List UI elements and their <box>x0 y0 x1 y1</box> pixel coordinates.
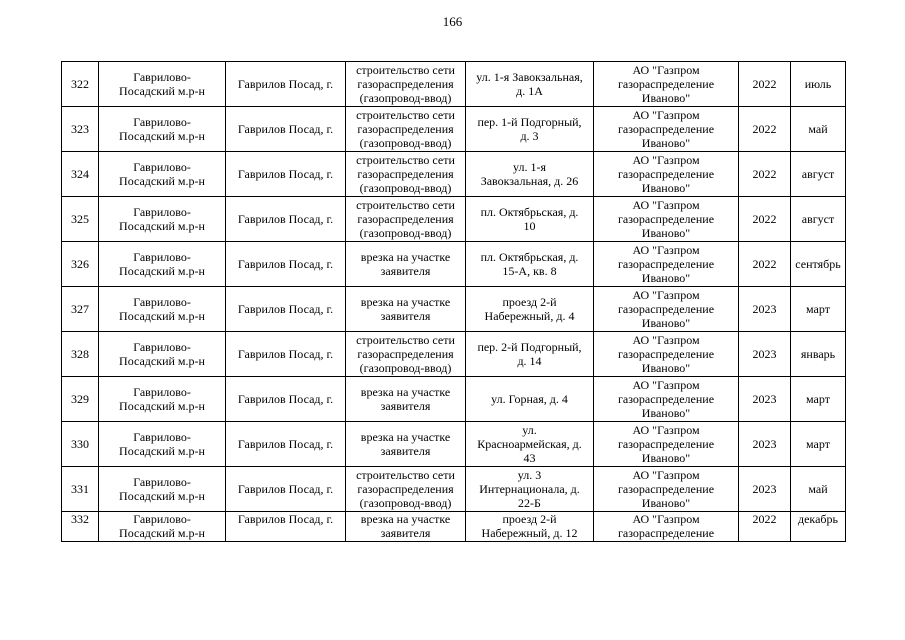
year-cell <box>739 332 791 377</box>
district-cell <box>99 332 226 377</box>
work-type-cell <box>346 512 466 542</box>
company-text: АО "Газпром газораспределение Иваново" <box>617 288 715 330</box>
table-row <box>62 287 846 332</box>
address-cell <box>466 242 594 287</box>
year-text: 2022 <box>752 512 777 526</box>
month-text: август <box>801 167 835 181</box>
district-text: Гаврилово- Посадский м.р-н <box>119 160 205 188</box>
month-text: май <box>808 122 828 136</box>
month-cell <box>791 107 846 152</box>
work-type-text: строительство сети газораспределения (газопровод-ввод) <box>356 198 455 240</box>
row-number-cell <box>62 242 99 287</box>
table-row <box>62 242 846 287</box>
address-text: пл. Октябрьская, д. 10 <box>480 205 579 233</box>
table-row <box>62 467 846 512</box>
district-text: Гаврилово- Посадский м.р-н <box>119 250 205 278</box>
work-type-cell <box>346 332 466 377</box>
row-number-cell <box>62 62 99 107</box>
gasification-table <box>61 61 846 542</box>
table-row <box>62 422 846 467</box>
company-text: АО "Газпром газораспределение Иваново" <box>617 378 715 420</box>
city-cell <box>226 512 346 542</box>
city-cell <box>226 62 346 107</box>
address-text: проезд 2-й Набережный, д. 4 <box>484 295 575 323</box>
row-number-cell <box>62 467 99 512</box>
work-type-text: строительство сети газораспределения (газопровод-ввод) <box>356 108 455 150</box>
district-cell <box>99 512 226 542</box>
city-cell <box>226 422 346 467</box>
company-cell <box>594 107 739 152</box>
row-number-cell <box>62 287 99 332</box>
work-type-text: врезка на участке заявителя <box>360 512 451 540</box>
row-number-cell <box>62 377 99 422</box>
address-cell <box>466 467 594 512</box>
year-text: 2022 <box>752 212 777 226</box>
year-text: 2022 <box>752 77 777 91</box>
address-text: ул. Горная, д. 4 <box>491 392 568 406</box>
month-cell <box>791 62 846 107</box>
month-cell <box>791 467 846 512</box>
row-number-text: 322 <box>71 77 89 91</box>
district-text: Гаврилово- Посадский м.р-н <box>119 340 205 368</box>
year-cell <box>739 377 791 422</box>
city-text: Гаврилов Посад, г. <box>237 257 334 271</box>
city-cell <box>226 332 346 377</box>
address-cell <box>466 422 594 467</box>
table-row <box>62 107 846 152</box>
city-cell <box>226 197 346 242</box>
year-text: 2022 <box>752 122 777 136</box>
row-number-text: 327 <box>71 302 89 316</box>
row-number-text: 326 <box>71 257 89 271</box>
month-cell <box>791 242 846 287</box>
company-cell <box>594 512 739 542</box>
year-text: 2023 <box>752 302 777 316</box>
month-text: май <box>808 482 828 496</box>
district-cell <box>99 197 226 242</box>
company-text: АО "Газпром газораспределение Иваново" <box>617 333 715 375</box>
city-cell <box>226 287 346 332</box>
company-cell <box>594 62 739 107</box>
work-type-text: строительство сети газораспределения (газопровод-ввод) <box>356 468 455 510</box>
company-cell <box>594 422 739 467</box>
year-cell <box>739 62 791 107</box>
address-text: пер. 2-й Подгорный, д. 14 <box>477 340 582 368</box>
row-number-cell <box>62 422 99 467</box>
year-text: 2022 <box>752 167 777 181</box>
month-text: июль <box>804 77 832 91</box>
company-text: АО "Газпром газораспределение Иваново" <box>617 468 715 510</box>
company-text: АО "Газпром газораспределение Иваново" <box>617 108 715 150</box>
work-type-text: врезка на участке заявителя <box>360 385 451 413</box>
company-text: АО "Газпром газораспределение Иваново" <box>617 63 715 105</box>
row-number-text: 323 <box>71 122 89 136</box>
work-type-cell <box>346 107 466 152</box>
company-cell <box>594 152 739 197</box>
address-cell <box>466 332 594 377</box>
district-cell <box>99 242 226 287</box>
city-cell <box>226 107 346 152</box>
year-cell <box>739 152 791 197</box>
district-text: Гаврилово- Посадский м.р-н <box>119 475 205 503</box>
city-text: Гаврилов Посад, г. <box>237 437 334 451</box>
month-text: декабрь <box>798 512 838 526</box>
city-text: Гаврилов Посад, г. <box>237 212 334 226</box>
row-number-cell <box>62 332 99 377</box>
table-body <box>62 62 846 542</box>
company-cell <box>594 467 739 512</box>
city-text: Гаврилов Посад, г. <box>237 482 334 496</box>
year-text: 2022 <box>752 257 777 271</box>
address-text: ул. 3 Интернационала, д. 22-Б <box>479 468 580 510</box>
district-text: Гаврилово- Посадский м.р-н <box>119 205 205 233</box>
month-text: август <box>801 212 835 226</box>
year-cell <box>739 107 791 152</box>
city-text: Гаврилов Посад, г. <box>237 302 334 316</box>
row-number-text: 332 <box>71 512 89 526</box>
year-cell <box>739 467 791 512</box>
row-number-text: 330 <box>71 437 89 451</box>
company-cell <box>594 197 739 242</box>
work-type-cell <box>346 422 466 467</box>
district-text: Гаврилово- Посадский м.р-н <box>119 385 205 413</box>
table-row <box>62 152 846 197</box>
company-text: АО "Газпром газораспределение Иваново" <box>617 243 715 285</box>
work-type-cell <box>346 287 466 332</box>
city-text: Гаврилов Посад, г. <box>237 122 334 136</box>
district-cell <box>99 422 226 467</box>
month-cell <box>791 197 846 242</box>
company-text: АО "Газпром газораспределение Иваново" <box>617 423 715 465</box>
year-cell <box>739 512 791 542</box>
address-cell <box>466 152 594 197</box>
work-type-text: врезка на участке заявителя <box>360 430 451 458</box>
district-cell <box>99 377 226 422</box>
year-text: 2023 <box>752 392 777 406</box>
table-row <box>62 512 846 542</box>
row-number-text: 329 <box>71 392 89 406</box>
district-cell <box>99 467 226 512</box>
company-cell <box>594 377 739 422</box>
district-cell <box>99 62 226 107</box>
row-number-cell <box>62 152 99 197</box>
city-cell <box>226 467 346 512</box>
work-type-text: строительство сети газораспределения (газопровод-ввод) <box>356 333 455 375</box>
table-row <box>62 197 846 242</box>
address-text: пер. 1-й Подгорный, д. 3 <box>477 115 582 143</box>
year-text: 2023 <box>752 347 777 361</box>
work-type-text: строительство сети газораспределения (газопровод-ввод) <box>356 153 455 195</box>
city-cell <box>226 152 346 197</box>
address-cell <box>466 197 594 242</box>
city-text: Гаврилов Посад, г. <box>237 347 334 361</box>
page-number: 166 <box>442 14 463 29</box>
work-type-cell <box>346 242 466 287</box>
year-cell <box>739 422 791 467</box>
month-cell <box>791 287 846 332</box>
month-text: сентябрь <box>795 257 841 271</box>
work-type-text: строительство сети газораспределения (газопровод-ввод) <box>356 63 455 105</box>
row-number-text: 331 <box>71 482 89 496</box>
address-cell <box>466 512 594 542</box>
company-text: АО "Газпром газораспределение Иваново" <box>617 198 715 240</box>
company-cell <box>594 242 739 287</box>
row-number-text: 325 <box>71 212 89 226</box>
address-text: ул. 1-я Завокзальная, д. 1А <box>476 70 583 98</box>
row-number-cell <box>62 107 99 152</box>
city-cell <box>226 242 346 287</box>
row-number-cell <box>62 512 99 542</box>
district-text: Гаврилово- Посадский м.р-н <box>119 70 205 98</box>
district-text: Гаврилово- Посадский м.р-н <box>119 295 205 323</box>
address-text: ул. 1-я Завокзальная, д. 26 <box>480 160 579 188</box>
year-cell <box>739 197 791 242</box>
district-text: Гаврилово- Посадский м.р-н <box>119 115 205 143</box>
year-cell <box>739 287 791 332</box>
district-cell <box>99 107 226 152</box>
month-text: январь <box>800 347 836 361</box>
address-cell <box>466 107 594 152</box>
table-row <box>62 332 846 377</box>
city-text: Гаврилов Посад, г. <box>237 77 334 91</box>
address-cell <box>466 377 594 422</box>
city-cell <box>226 377 346 422</box>
work-type-text: врезка на участке заявителя <box>360 250 451 278</box>
month-text: март <box>806 437 830 451</box>
month-cell <box>791 422 846 467</box>
address-cell <box>466 62 594 107</box>
month-text: март <box>806 392 830 406</box>
table-row <box>62 377 846 422</box>
year-text: 2023 <box>752 437 777 451</box>
row-number-cell <box>62 197 99 242</box>
district-text: Гаврилово- Посадский м.р-н <box>119 512 205 540</box>
work-type-cell <box>346 152 466 197</box>
work-type-cell <box>346 467 466 512</box>
district-text: Гаврилово- Посадский м.р-н <box>119 430 205 458</box>
row-number-text: 324 <box>71 167 89 181</box>
company-cell <box>594 332 739 377</box>
company-cell <box>594 287 739 332</box>
month-text: март <box>806 302 830 316</box>
work-type-cell <box>346 62 466 107</box>
company-text: АО "Газпром газораспределение Иваново" <box>617 153 715 195</box>
district-cell <box>99 287 226 332</box>
city-text: Гаврилов Посад, г. <box>237 512 334 526</box>
work-type-text: врезка на участке заявителя <box>360 295 451 323</box>
row-number-text: 328 <box>71 347 89 361</box>
work-type-cell <box>346 377 466 422</box>
city-text: Гаврилов Посад, г. <box>237 167 334 181</box>
year-cell <box>739 242 791 287</box>
month-cell <box>791 332 846 377</box>
address-text: проезд 2-й Набережный, д. 12 <box>481 512 578 540</box>
table-row <box>62 62 846 107</box>
month-cell <box>791 152 846 197</box>
year-text: 2023 <box>752 482 777 496</box>
month-cell <box>791 512 846 542</box>
month-cell <box>791 377 846 422</box>
company-text: АО "Газпром газораспределение <box>617 512 715 540</box>
address-cell <box>466 287 594 332</box>
address-text: ул. Красноармейская, д. 43 <box>477 423 582 465</box>
work-type-cell <box>346 197 466 242</box>
district-cell <box>99 152 226 197</box>
city-text: Гаврилов Посад, г. <box>237 392 334 406</box>
address-text: пл. Октябрьская, д. 15-А, кв. 8 <box>480 250 579 278</box>
